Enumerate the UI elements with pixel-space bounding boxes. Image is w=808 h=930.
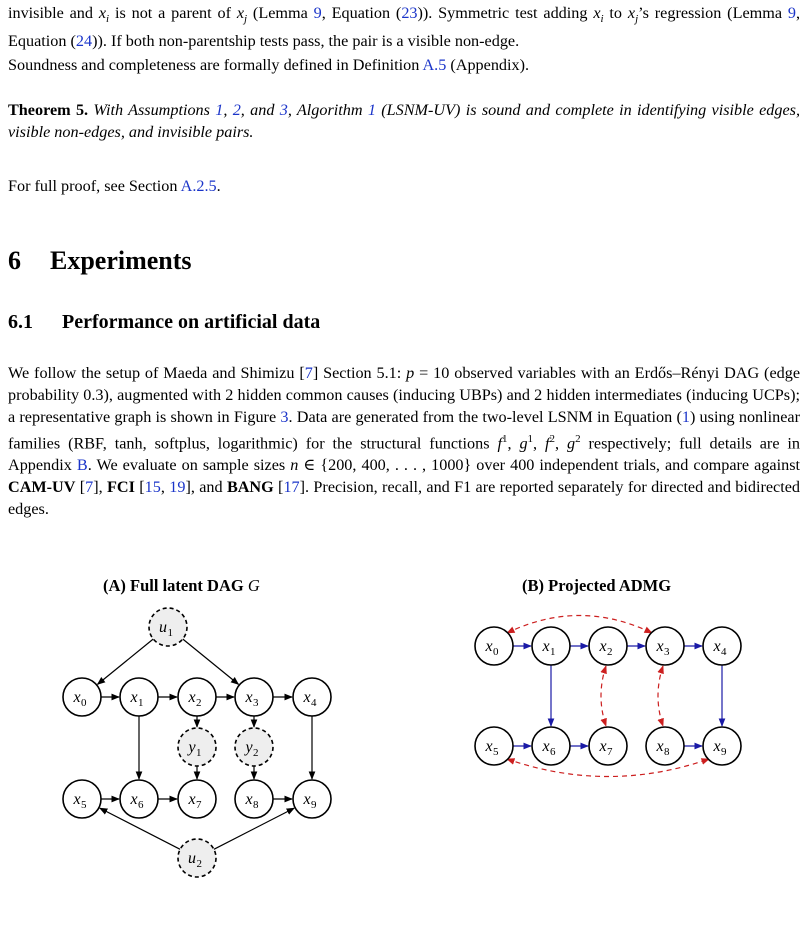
graph-a-node-x7: [178, 780, 216, 818]
graph-a-node-x5: [63, 780, 101, 818]
ref-7-link-2[interactable]: 7: [85, 478, 94, 497]
svg-text:x8: $x_8$: [656, 738, 670, 758]
svg-text:x5: $x_5$: [485, 738, 499, 758]
graph-a-node-u1: [149, 608, 187, 646]
svg-text:u1: $u_1$: [159, 619, 173, 639]
graph-b-node-x0: [475, 627, 513, 665]
ref-19-link[interactable]: 19: [169, 478, 186, 497]
svg-text:x2: $x_2$: [188, 689, 202, 709]
graph-a-node-x2: [178, 678, 216, 716]
svg-text:x0: $x_0$: [73, 689, 87, 709]
equation-1-link[interactable]: 1: [681, 408, 690, 426]
graph-a-node-x0: [63, 678, 101, 716]
svg-text:x5: $x_5$: [73, 791, 87, 811]
graph-a-node-u2: [178, 839, 216, 877]
svg-text:u2: $u_2$: [188, 850, 202, 870]
graph-b-node-x1: [532, 627, 570, 665]
svg-text:x3: $x_3$: [245, 689, 259, 709]
edge-a-u1-x3: [183, 639, 239, 684]
svg-text:x1: $x_1$: [130, 689, 144, 709]
edge-a-u1-x0: [98, 639, 154, 684]
ref-17-link[interactable]: 17: [283, 478, 300, 497]
figure-3-link[interactable]: 3: [280, 408, 289, 426]
graph-a-node-x8: [235, 780, 273, 818]
svg-text:x0: $x_0$: [485, 638, 499, 658]
figure-graphs: [0, 600, 808, 930]
svg-text:y1: $y_1$: [188, 739, 202, 759]
subsection-heading: 6.1 Performance on artificial data: [8, 311, 321, 333]
graph-a-node-y2: [235, 728, 273, 766]
svg-text:x6: $x_6$: [542, 738, 556, 758]
svg-text:x8: $x_8$: [245, 791, 259, 811]
svg-text:x7: $x_7$: [188, 791, 202, 811]
graph-b-node-x5: [475, 727, 513, 765]
graph-b-node-x2: [589, 627, 627, 665]
graph-a-node-x3: [235, 678, 273, 716]
algorithm-1-link[interactable]: 1: [367, 101, 376, 119]
graph-b-node-x9: [703, 727, 741, 765]
svg-text:x4: $x_4$: [713, 638, 727, 658]
graph-a-node-x6: [120, 780, 158, 818]
bidirected-edge-x0-x3: [507, 616, 652, 634]
ref-7-link[interactable]: 7: [304, 364, 313, 382]
proof-reference: For full proof, see Section A.2.5.: [8, 177, 221, 195]
graph-b-node-x8: [646, 727, 684, 765]
bidirected-edge-x2-x7: [601, 666, 606, 726]
section-a25-link[interactable]: A.2.5: [180, 177, 217, 195]
graph-b-node-x4: [703, 627, 741, 665]
theorem-5: Theorem 5. With Assumptions 1, 2, and 3, Algorithm 1 (LSNM-UV) is sound and complete in identifying visible edges, visible non-edges, and invisible pairs.: [8, 101, 801, 141]
graph-a-node-x4: [293, 678, 331, 716]
assumption-1-link[interactable]: 1: [215, 101, 224, 119]
section-heading: 6 Experiments: [8, 246, 192, 275]
bidirected-edge-x3-x8: [658, 666, 663, 726]
svg-text:y2: $y_2$: [245, 739, 259, 759]
svg-text:x9: $x_9$: [713, 738, 727, 758]
assumption-2-link[interactable]: 2: [232, 101, 241, 119]
svg-text:x2: $x_2$: [599, 638, 613, 658]
svg-text:x4: $x_4$: [303, 689, 317, 709]
paragraph-soundness: Soundness and completeness are formally defined in Definition A.5 (Appendix).: [8, 56, 530, 74]
assumption-3-link[interactable]: 3: [279, 101, 288, 119]
equation-23-link[interactable]: 23: [401, 4, 418, 22]
graph-b-node-x7: [589, 727, 627, 765]
paragraph-experimental-setup: We follow the setup of Maeda and Shimizu [7] Section 5.1: p = 10 observed variables with an Erdős–Rényi DAG (edge probability 0.3), augmented with 2 hidden common causes (inducing UBPs) and 2 hidden intermediates (inducing UCPs); a representative graph is shown in Figure 3. Data are generated from the two-level LSNM in Equation (1) using nonlinear families (RBF, tanh, softplus, logarithmic) for the structural functions $f^1$, $g^1$, $f^2$, $g^2$ respectively; full details are in Appendix B. We evaluate on sample sizes n ∈ {200, 400, . . . , 1000} over 400 independent trials, and compare against CAM-UV [7], FCI [15, 19], and BANG [17]. Precision, recall, and F1 are reported separately for directed and bidirected edges.: [8, 364, 801, 519]
definition-link[interactable]: A.5: [422, 56, 447, 74]
svg-text:x1: $x_1$: [542, 638, 556, 658]
paragraph-invisible-test: invisible and $x_i$ is not a parent of $x_j$ (Lemma 9, Equation (23)). Symmetric test adding $x_i$ to $x_j’s$ regression (Lemma 9, Equation (24)). If both non-parentship tests pass, the pair is a visible non-edge.: [8, 4, 800, 51]
ref-15-link[interactable]: 15: [144, 478, 161, 497]
svg-text:x7: $x_7$: [599, 738, 613, 758]
graph-a-node-x9: [293, 780, 331, 818]
graph-a-node-y1: [178, 728, 216, 766]
panel-b-title: (B) Projected ADMG: [522, 576, 672, 595]
equation-24-link[interactable]: 24: [75, 32, 93, 51]
lemma-link-2[interactable]: 9: [787, 4, 796, 22]
lemma-link[interactable]: 9: [313, 4, 322, 22]
theorem-label: Theorem 5.: [8, 101, 89, 119]
panel-a-title: (A) Full latent DAG G: [103, 576, 260, 595]
graph-a-node-x1: [120, 678, 158, 716]
svg-text:x9: $x_9$: [303, 791, 317, 811]
svg-text:x6: $x_6$: [130, 791, 144, 811]
appendix-b-link[interactable]: B: [76, 456, 88, 475]
graph-b-node-x6: [532, 727, 570, 765]
graph-b-node-x3: [646, 627, 684, 665]
svg-text:x3: $x_3$: [656, 638, 670, 658]
